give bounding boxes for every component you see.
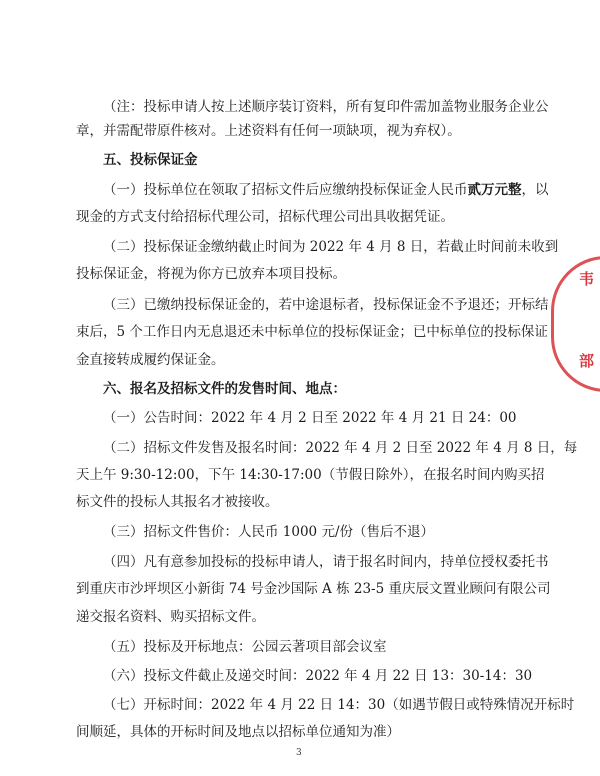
section-5-item-2-line-1: （二）投标保证金缴纳截止时间为 2022 年 4 月 8 日，若截止时间前未收到 xyxy=(103,239,559,255)
section-5-item-1-line-1 xyxy=(103,181,549,199)
section-5-heading: 五、投标保证金 xyxy=(103,152,198,168)
section-6-item-5: （五）投标及开标地点：公园云著项目部会议室 xyxy=(103,639,387,655)
note-line-2: 章，并需配带原件核对。上述资料有任何一项缺项，视为弃权）。 xyxy=(76,123,461,139)
deposit-amount: 贰万元整 xyxy=(467,182,522,198)
section-6-item-4-line-2: 到重庆市沙坪坝区小新街 74 号金沙国际 A 栋 23-5 重庆辰文置业顾问有限公司 xyxy=(76,581,551,597)
section-6-item-7-line-2: 间顺延，具体的开标时间及地点以招标单位通知为准） xyxy=(76,724,400,740)
section-5-item-2-line-2: 投标保证金，将视为你方已放弃本项目投标。 xyxy=(76,266,346,282)
section-6-item-6: （六）投标文件截止及递交时间：2022 年 4 月 22 日 13：30-14：30 xyxy=(103,668,533,684)
section-6-item-4-line-1: （四）凡有意参加投标的投标申请人，请于报名时间内，持单位授权委托书 xyxy=(103,554,549,570)
note-line-1: （注：投标申请人按上述顺序装订资料，所有复印件需加盖物业服务企业公 xyxy=(103,99,549,115)
section-5-item-3-line-1: （三）已缴纳投标保证金的，若中途退标者，投标保证金不予退还；开标结 xyxy=(103,297,549,313)
section-6-item-7-line-1: （七）开标时间：2022 年 4 月 22 日 14：30（如遇节假日或特殊情况开标时 xyxy=(103,697,575,713)
section-6-item-4-line-3: 递交报名资料、购买招标文件。 xyxy=(76,609,265,625)
section-6-item-2-line-3: 标文件的投标人其报名才被接收。 xyxy=(76,494,279,510)
section-6-heading: 六、报名及招标文件的发售时间、地点： xyxy=(103,381,346,397)
seal-char-1: 韦 xyxy=(578,270,594,288)
deposit-text: （一）投标单位在领取了招标文件后应缴纳投标保证金人民币 xyxy=(103,182,468,198)
section-5-item-3-line-2: 束后，5 个工作日内无息退还未中标单位的投标保证金；已中标单位的投标保证 xyxy=(76,324,548,340)
section-5-item-1-line-2: 现金的方式支付给招标代理公司，招标代理公司出具收据凭证。 xyxy=(76,209,454,225)
section-5-item-3-line-3: 金直接转成履约保证金。 xyxy=(76,352,225,368)
section-6-item-3: （三）招标文件售价：人民币 1000 元/份（售后不退） xyxy=(103,524,434,540)
deposit-text-end: ，以 xyxy=(521,182,549,198)
section-6-item-2-line-2: 天上午 9:30-12:00，下午 14:30-17:00（节假日除外），在报名时间内购买招 xyxy=(76,467,545,483)
seal-char-2: 部 xyxy=(578,352,594,370)
section-6-item-1: （一）公告时间：2022 年 4 月 2 日至 2022 年 4 月 21 日 24：00 xyxy=(103,410,517,426)
page-number: 3 xyxy=(296,748,302,758)
section-6-item-2-line-1: （二）招标文件发售及报名时间：2022 年 4 月 2 日至 2022 年 4 月 8 日，每 xyxy=(103,440,578,456)
